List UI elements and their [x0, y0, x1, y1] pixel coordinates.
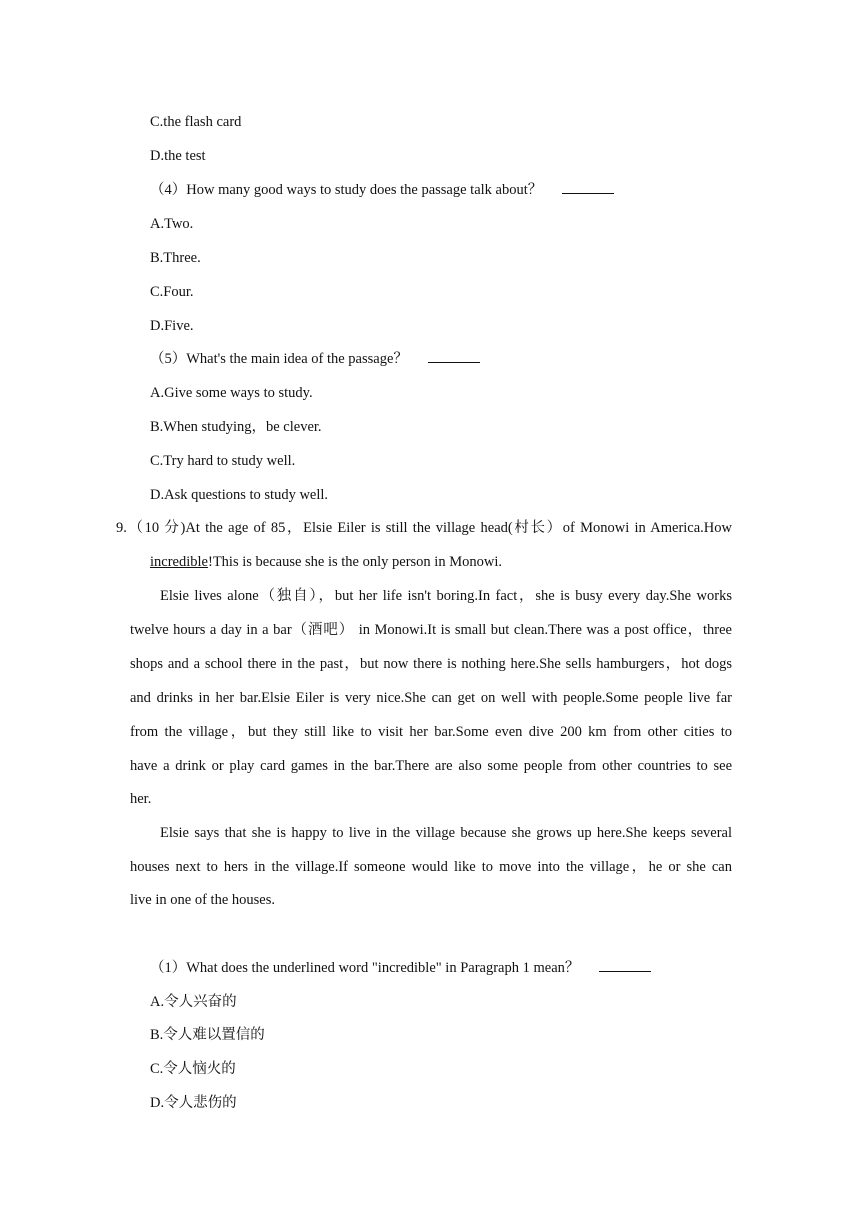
option-d: D.Ask questions to study well.	[150, 487, 329, 503]
question-9-1-stem: （1）What does the underlined word "incredible" in Paragraph 1 mean？	[150, 960, 580, 976]
answer-blank	[562, 180, 614, 194]
option-a: A.令人兴奋的	[150, 994, 237, 1010]
question-9-line-2	[150, 552, 502, 572]
paragraph-3-line: live in one of the houses.	[130, 892, 275, 908]
option-a: A.Give some ways to study.	[150, 385, 313, 401]
answer-blank	[599, 958, 651, 972]
underlined-word: incredible	[150, 554, 208, 570]
option-b: B.When studying，be clever.	[150, 419, 322, 435]
paragraph-2-line: and drinks in her bar.Elsie Eiler is very nice.She can get on well with people.Some people live far	[130, 690, 732, 706]
question-4-stem: （4）How many good ways to study does the passage talk about？	[150, 182, 543, 198]
question-9-1	[150, 958, 651, 978]
paragraph-2-line: have a drink or play card games in the bar.There are also some people from other countries to see	[130, 758, 732, 774]
option-d: D.the test	[150, 148, 206, 164]
question-9-line-2-rest: !This is because she is the only person in Monowi.	[207, 554, 502, 570]
question-9-heading: 9.（10 分)At the age of 85，Elsie Eiler is still the village head(村长）of Monowi in America.How	[116, 520, 732, 536]
question-5-stem: （5）What's the main idea of the passage？	[150, 351, 408, 367]
paragraph-2-line: her.	[130, 791, 152, 807]
option-d: D.Five.	[150, 318, 194, 334]
option-a: A.Two.	[150, 216, 194, 232]
answer-blank	[428, 349, 480, 363]
paragraph-3-line: Elsie says that she is happy to live in the village because she grows up here.She keeps several	[160, 825, 732, 841]
option-b: B.Three.	[150, 250, 201, 266]
option-c: C.the flash card	[150, 114, 242, 130]
question-5	[150, 349, 480, 369]
question-4	[150, 180, 614, 200]
paragraph-3-line: houses next to hers in the village.If someone would like to move into the village，he or she can	[130, 859, 732, 875]
paragraph-2-line: twelve hours a day in a bar（酒吧） in Monowi.It is small but clean.There was a post office，three	[130, 622, 732, 638]
paragraph-2-line: shops and a school there in the past，but now there is nothing here.She sells hamburgers，hot dogs	[130, 656, 732, 672]
option-b: B.令人难以置信的	[150, 1027, 265, 1043]
paragraph-2-line: Elsie lives alone（独自），but her life isn't boring.In fact，she is busy every day.She works	[160, 588, 732, 604]
option-d: D.令人悲伤的	[150, 1095, 237, 1111]
option-c: C.令人恼火的	[150, 1061, 236, 1077]
option-c: C.Four.	[150, 284, 194, 300]
option-c: C.Try hard to study well.	[150, 453, 296, 469]
paragraph-2-line: from the village，but they still like to visit her bar.Some even dive 200 km from other cities to	[130, 724, 732, 740]
